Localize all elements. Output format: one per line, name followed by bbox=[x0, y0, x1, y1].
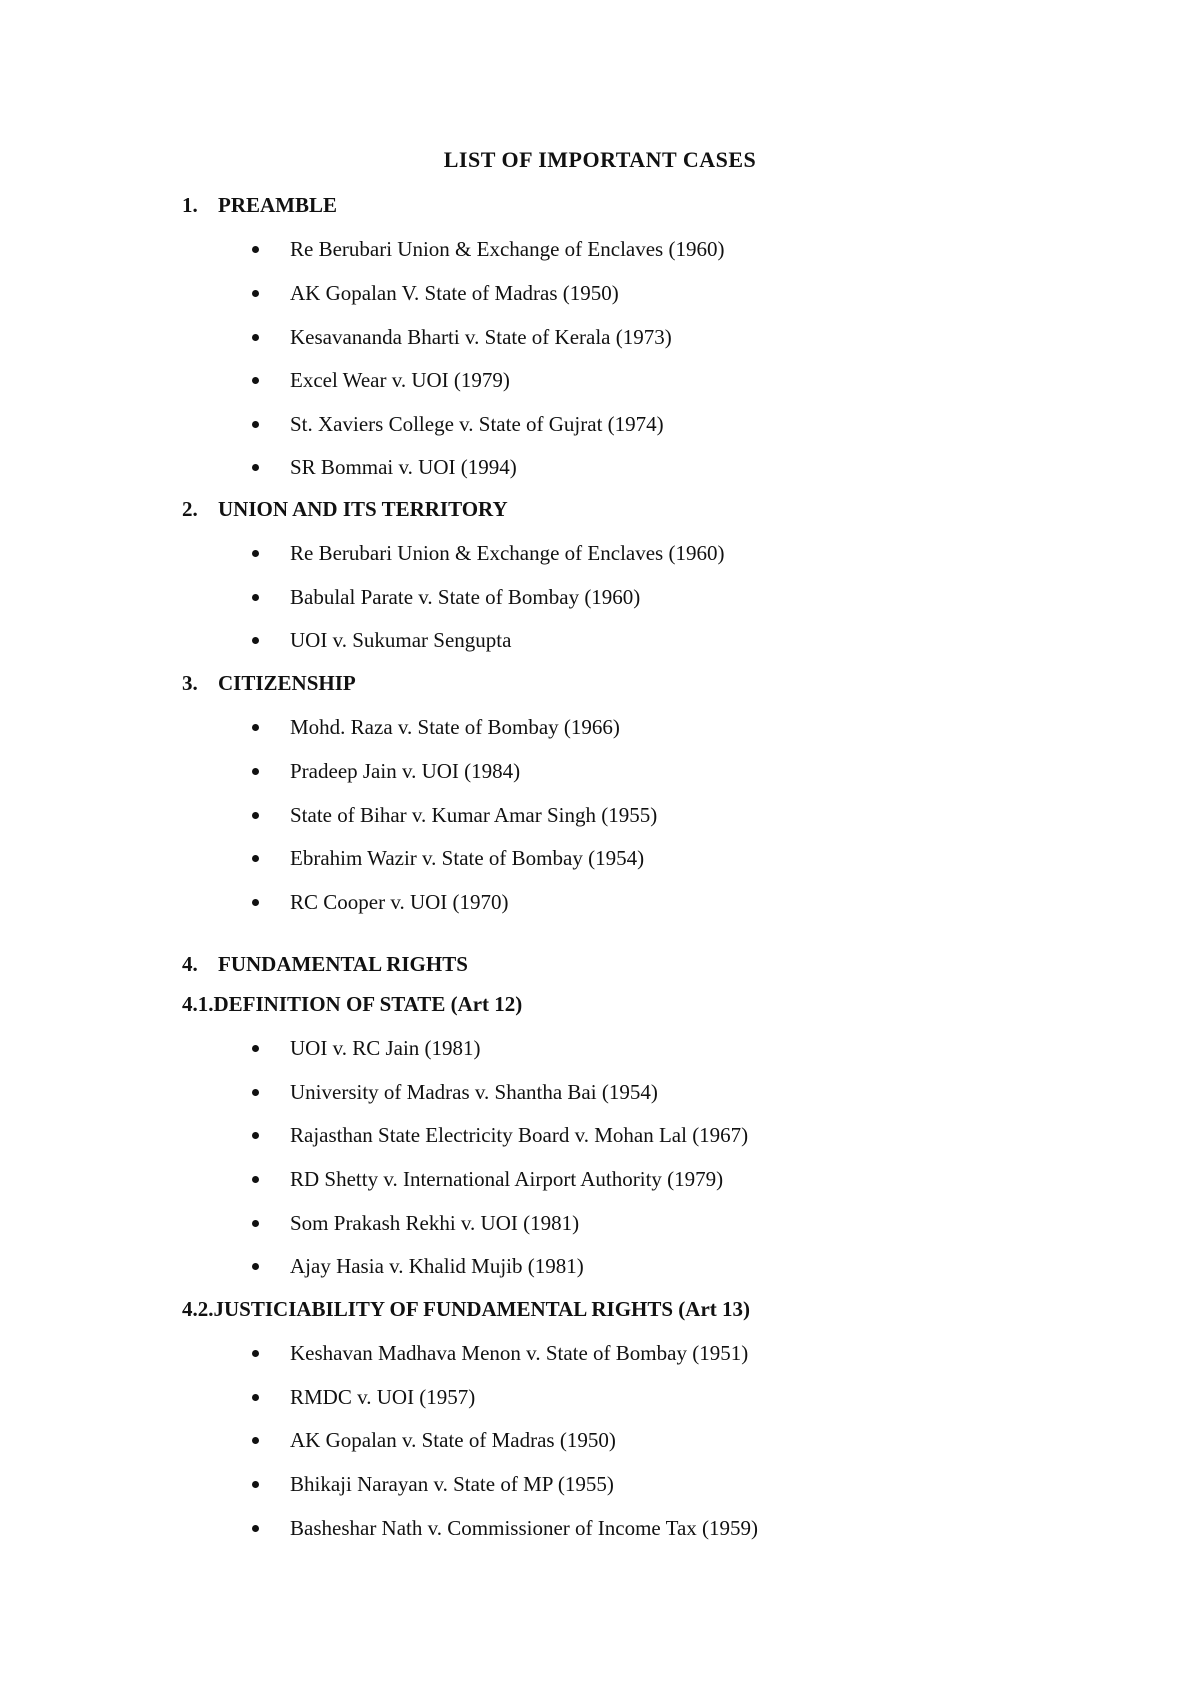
case-name: State of Bihar v. Kumar Amar Singh (1955) bbox=[290, 803, 658, 827]
section-number: 4. bbox=[182, 952, 198, 976]
case-name: Ebrahim Wazir v. State of Bombay (1954) bbox=[290, 846, 645, 870]
section-title: CITIZENSHIP bbox=[218, 671, 356, 695]
bullet-icon bbox=[252, 377, 259, 384]
subsection-heading-justiciability: 4.2.JUSTICIABILITY OF FUNDAMENTAL RIGHTS (Art 13) bbox=[182, 1297, 751, 1321]
bullet-icon bbox=[252, 1481, 259, 1488]
case-name: Re Berubari Union & Exchange of Enclaves (1960) bbox=[290, 541, 725, 565]
section-number: 3. bbox=[182, 671, 198, 695]
case-name: UOI v. Sukumar Sengupta bbox=[290, 628, 512, 652]
bullet-icon bbox=[252, 724, 259, 731]
page-title: LIST OF IMPORTANT CASES bbox=[443, 147, 757, 172]
bullet-icon bbox=[252, 290, 259, 297]
section-title: UNION AND ITS TERRITORY bbox=[218, 497, 508, 521]
bullet-icon bbox=[252, 246, 259, 253]
section-title: FUNDAMENTAL RIGHTS bbox=[218, 952, 468, 976]
bullet-icon bbox=[252, 594, 259, 601]
case-name: Basheshar Nath v. Commissioner of Income Tax (1959) bbox=[290, 1516, 759, 1540]
section-number: 2. bbox=[182, 497, 198, 521]
bullet-icon bbox=[252, 899, 259, 906]
bullet-icon bbox=[252, 421, 259, 428]
case-name: Mohd. Raza v. State of Bombay (1966) bbox=[290, 715, 620, 739]
case-name: Re Berubari Union & Exchange of Enclaves (1960) bbox=[290, 237, 725, 261]
section-number: 1. bbox=[182, 193, 198, 217]
case-name: Excel Wear v. UOI (1979) bbox=[290, 368, 510, 392]
bullet-icon bbox=[252, 550, 259, 557]
section-heading-fundamental-rights bbox=[182, 949, 468, 979]
case-name: Pradeep Jain v. UOI (1984) bbox=[290, 759, 521, 783]
case-name: Kesavananda Bharti v. State of Kerala (1973) bbox=[290, 325, 672, 349]
bullet-icon bbox=[252, 1089, 259, 1096]
bullet-icon bbox=[252, 1220, 259, 1227]
bullet-icon bbox=[252, 1132, 259, 1139]
bullet-icon bbox=[252, 464, 259, 471]
bullet-icon bbox=[252, 812, 259, 819]
case-name: Keshavan Madhava Menon v. State of Bombay (1951) bbox=[290, 1341, 749, 1365]
bullet-icon bbox=[252, 1263, 259, 1270]
bullet-icon bbox=[252, 855, 259, 862]
case-name: RMDC v. UOI (1957) bbox=[290, 1385, 476, 1409]
bullet-icon bbox=[252, 1045, 259, 1052]
case-name: St. Xaviers College v. State of Gujrat (1974) bbox=[290, 412, 664, 436]
case-name: Bhikaji Narayan v. State of MP (1955) bbox=[290, 1472, 614, 1496]
bullet-icon bbox=[252, 1176, 259, 1183]
case-name: Ajay Hasia v. Khalid Mujib (1981) bbox=[290, 1254, 584, 1278]
case-name: RD Shetty v. International Airport Authority (1979) bbox=[290, 1167, 724, 1191]
bullet-icon bbox=[252, 1525, 259, 1532]
section-heading-union-territory bbox=[182, 494, 508, 524]
case-name: AK Gopalan v. State of Madras (1950) bbox=[290, 1428, 616, 1452]
bullet-icon bbox=[252, 1350, 259, 1357]
bullet-icon bbox=[252, 334, 259, 341]
bullet-icon bbox=[252, 768, 259, 775]
case-name: Babulal Parate v. State of Bombay (1960) bbox=[290, 585, 641, 609]
case-name: University of Madras v. Shantha Bai (1954) bbox=[290, 1080, 658, 1104]
section-heading-preamble bbox=[182, 190, 337, 220]
bullet-icon bbox=[252, 1394, 259, 1401]
subsection-heading-definition-of-state: 4.1.DEFINITION OF STATE (Art 12) bbox=[182, 992, 523, 1016]
case-name: Rajasthan State Electricity Board v. Mohan Lal (1967) bbox=[290, 1123, 749, 1147]
case-name: SR Bommai v. UOI (1994) bbox=[290, 455, 517, 479]
case-name: RC Cooper v. UOI (1970) bbox=[290, 890, 509, 914]
section-heading-citizenship bbox=[182, 668, 356, 698]
bullet-icon bbox=[252, 1437, 259, 1444]
case-name: AK Gopalan V. State of Madras (1950) bbox=[290, 281, 619, 305]
bullet-icon bbox=[252, 637, 259, 644]
section-title: PREAMBLE bbox=[218, 193, 338, 217]
case-name: UOI v. RC Jain (1981) bbox=[290, 1036, 481, 1060]
case-name: Som Prakash Rekhi v. UOI (1981) bbox=[290, 1211, 580, 1235]
